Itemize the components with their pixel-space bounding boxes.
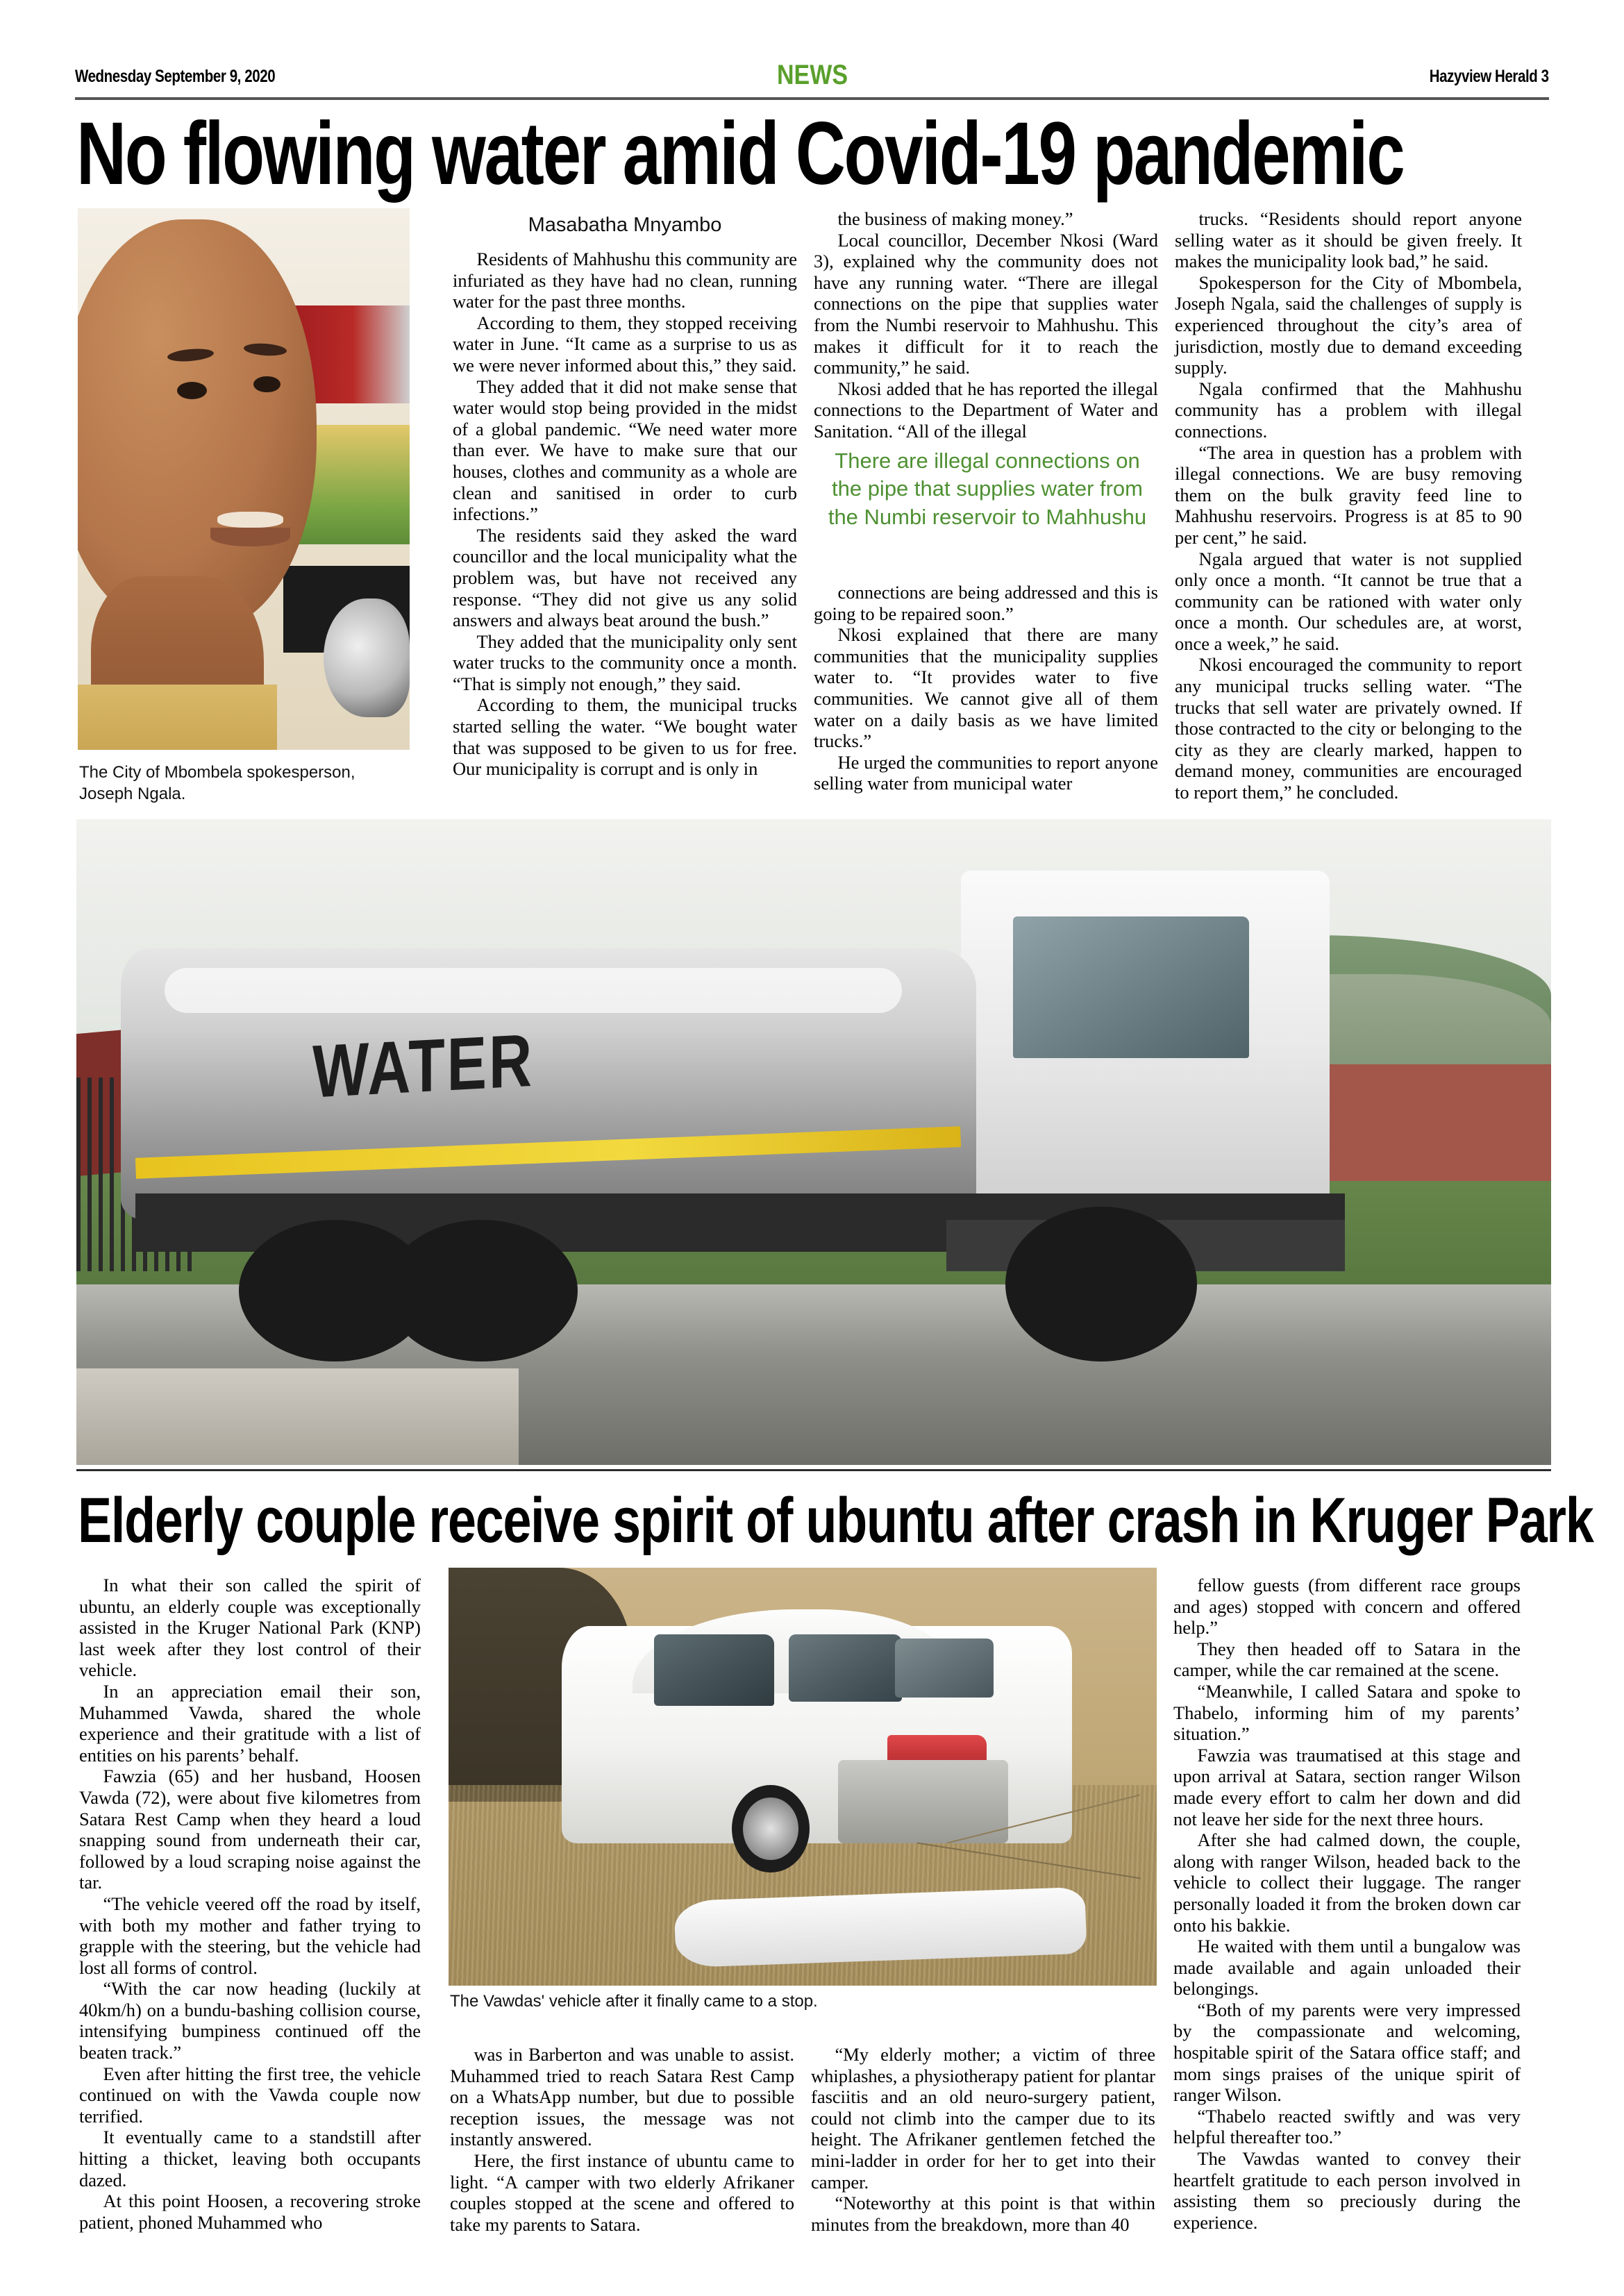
article-2-column-1 [79, 1575, 421, 2233]
article-1-byline: Masabatha Mnyambo [528, 214, 722, 236]
paragraph: They then headed off to Satara in the camper, while the car remained at the scene. [1173, 1638, 1521, 1681]
article-1-pullquote: There are illegal connections on the pipe that supplies water from the Numbi reservoir to Mahhushu [828, 449, 1147, 529]
paragraph: Even after hitting the first tree, the vehicle continued on with the Vawda couple now terrified. [79, 2063, 421, 2127]
truck-water-lettering: WATER [312, 1019, 534, 1114]
masthead-publication-and-page: Hazyview Herald 3 [1430, 67, 1549, 86]
article-1-portrait-photo [78, 208, 410, 750]
paragraph: “The vehicle veered off the road by itself, with both my mother and father trying to grapple with the steering, but the vehicle had lost all forms of control. [79, 1893, 421, 1978]
paragraph: Nkosi explained that there are many communities that the municipality supplies water to. “It provides water to five communities. We cannot give all of them water on a daily basis as we have limited trucks.” [814, 624, 1158, 752]
paragraph: According to them, the municipal trucks started selling the water. “We bought water that was supposed to be given to us for free. Our municipality is corrupt and is only in [453, 694, 797, 780]
paragraph: “My elderly mother; a victim of three whiplashes, a physiotherapy patient for plantar fasciitis and an old neuro-surgery patient, could not climb into the camper due to its height. The Afrikaner gentlemen fetched the mini-ladder in order for her to get into their camper. [811, 2044, 1155, 2193]
article-divider-rule [76, 1469, 1551, 1471]
paragraph: “Thabelo reacted swiftly and was very helpful thereafter too.” [1173, 2105, 1521, 2148]
paragraph: They added that it did not make sense that water would stop being provided in the midst of a global pandemic. “We need water more than ever. We have to make sure that our houses, clothes and community as a whole are clean and sanitised in order to curb infections.” [453, 376, 797, 525]
article-1-column-2-top [814, 208, 1158, 442]
paragraph: Nkosi encouraged the community to report any municipal trucks selling water. “The trucks that sell water are privately owned. If those contracted to the city or belonging to the city as they are clearly marked, happen to demand money, communities are encouraged to report them,” he concluded. [1175, 654, 1522, 803]
paragraph: Fawzia was traumatised at this stage and upon arrival at Satara, section ranger Wilson made every effort to calm her down and did not leave her side for the next three hours. [1173, 1744, 1521, 1829]
article-1-column-3 [1175, 208, 1522, 803]
article-2-headline: Elderly couple receive spirit of ubuntu after crash in Kruger Park [78, 1485, 1593, 1556]
masthead-date: Wednesday September 9, 2020 [75, 67, 276, 86]
masthead-divider [75, 97, 1549, 100]
paragraph: The Vawdas wanted to convey their heartfelt gratitude to each person involved in assisting them so preciously during the experience. [1173, 2148, 1521, 2233]
article-2-column-3 [811, 2044, 1155, 2235]
article-2-crash-photo [449, 1568, 1157, 1986]
paragraph: Nkosi added that he has reported the illegal connections to the Department of Water and Sanitation. “All of the illegal [814, 378, 1158, 442]
paragraph: In what their son called the spirit of ubuntu, an elderly couple was exceptionally assisted in the Kruger National Park (KNP) last week after they lost control of their vehicle. [79, 1575, 421, 1681]
paragraph: Here, the first instance of ubuntu came to light. “A camper with two elderly Afrikaner couples stopped at the scene and offered to take my parents to Satara. [450, 2150, 794, 2235]
article-2-column-4 [1173, 1575, 1521, 2233]
paragraph: He waited with them until a bungalow was made available and again unloaded their belongings. [1173, 1936, 1521, 2000]
masthead [75, 60, 1549, 97]
paragraph: They added that the municipality only sent water trucks to the community once a month. “That is simply not enough,” they said. [453, 630, 797, 694]
article-1-column-2-bottom [814, 582, 1158, 794]
paragraph: Residents of Mahhushu this community are infuriated as they have had no clean, running water for the past three months. [453, 249, 797, 312]
paragraph: The residents said they asked the ward councillor and the local municipality what the problem was, but have not received any response. “They did not give us any solid answers and always beat around the bush.” [453, 524, 797, 631]
paragraph: “With the car now heading (luckily at 40km/h) on a bundu-bashing collision course, intensifying bumpiness continued off the beaten track.” [79, 1978, 421, 2063]
paragraph: “Noteworthy at this point is that within minutes from the breakdown, more than 40 [811, 2193, 1155, 2235]
paragraph: “The area in question has a problem with illegal connections. We are busy removing them on the bulk gravity feed line to Mahhushu reservoirs. Progress is at 85 to 90 per cent,” he said. [1175, 442, 1522, 548]
paragraph: In an appreciation email their son, Muhammed Vawda, shared the whole experience and their gratitude with a list of entities on his parents’ behalf. [79, 1680, 421, 1766]
paragraph: “Meanwhile, I called Satara and spoke to Thabelo, informing him of my parents’ situation.” [1173, 1680, 1521, 1745]
paragraph: Ngala argued that water is not supplied only once a month. “It cannot be true that a community can be rationed with water only once a month. Our schedules are, at worst, once a week,” he said. [1175, 548, 1522, 654]
article-1-water-truck-photo [76, 819, 1551, 1465]
article-2-column-2 [450, 2044, 794, 2235]
paragraph: Ngala confirmed that the Mahhushu community has a problem with illegal connections. [1175, 378, 1522, 442]
paragraph: connections are being addressed and this is going to be repaired soon.” [814, 582, 1158, 624]
paragraph: the business of making money.” [837, 208, 1073, 229]
article-2-crash-caption: The Vawdas' vehicle after it finally came to a stop. [450, 1992, 818, 2011]
paragraph: was in Barberton and was unable to assist. Muhammed tried to reach Satara Rest Camp on a WhatsApp number, but due to possible reception issues, the message was not instantly answered. [450, 2044, 794, 2150]
paragraph: Local councillor, December Nkosi (Ward 3), explained why the community does not have any running water. “There are illegal connections on the pipe that supplies water from the Numbi reservoir to Mahhushu. This makes it difficult for it to reach the community,” he said. [814, 229, 1158, 378]
paragraph: fellow guests (from different race groups and ages) stopped with concern and offered help.” [1173, 1575, 1521, 1639]
paragraph: “Both of my parents were very impressed by the compassionate and welcoming, hospitable spirit of the Satara office staff; and mom sings praises of the unique spirit of ranger Wilson. [1173, 1999, 1521, 2106]
paragraph: Fawzia (65) and her husband, Hoosen Vawda (72), were about five kilometres from Satara Rest Camp when they heard a loud snapping sound from underneath their car, followed by a loud scraping noise against the tar. [79, 1766, 421, 1893]
article-1-column-1 [453, 249, 797, 780]
paragraph: After she had calmed down, the couple, along with ranger Wilson, headed back to the vehicle to collect their luggage. The ranger personally loaded it from the broken down car onto his bakkie. [1173, 1829, 1521, 1936]
paragraph: At this point Hoosen, a recovering stroke patient, phoned Muhammed who [79, 2190, 421, 2233]
paragraph: Spokesperson for the City of Mbombela, Joseph Ngala, said the challenges of supply is experienced throughout the city’s area of jurisdiction, mostly due to demand exceeding supply. [1175, 271, 1522, 378]
paragraph: According to them, they stopped receiving water in June. “It came as a surprise to us as we were never informed about this,” they said. [453, 312, 797, 376]
paragraph: It eventually came to a standstill after hitting a thicket, leaving both occupants dazed. [79, 2127, 421, 2190]
paragraph: trucks. “Residents should report anyone selling water as it should be given freely. It makes the municipality look bad,” he said. [1175, 208, 1522, 272]
paragraph: He urged the communities to report anyone selling water from municipal water [814, 751, 1158, 794]
masthead-section-label: NEWS [776, 60, 848, 90]
article-1-portrait-caption: The City of Mbombela spokesperson, Joseph Ngala. [79, 763, 355, 803]
article-1-headline: No flowing water amid Covid-19 pandemic [76, 104, 1404, 203]
